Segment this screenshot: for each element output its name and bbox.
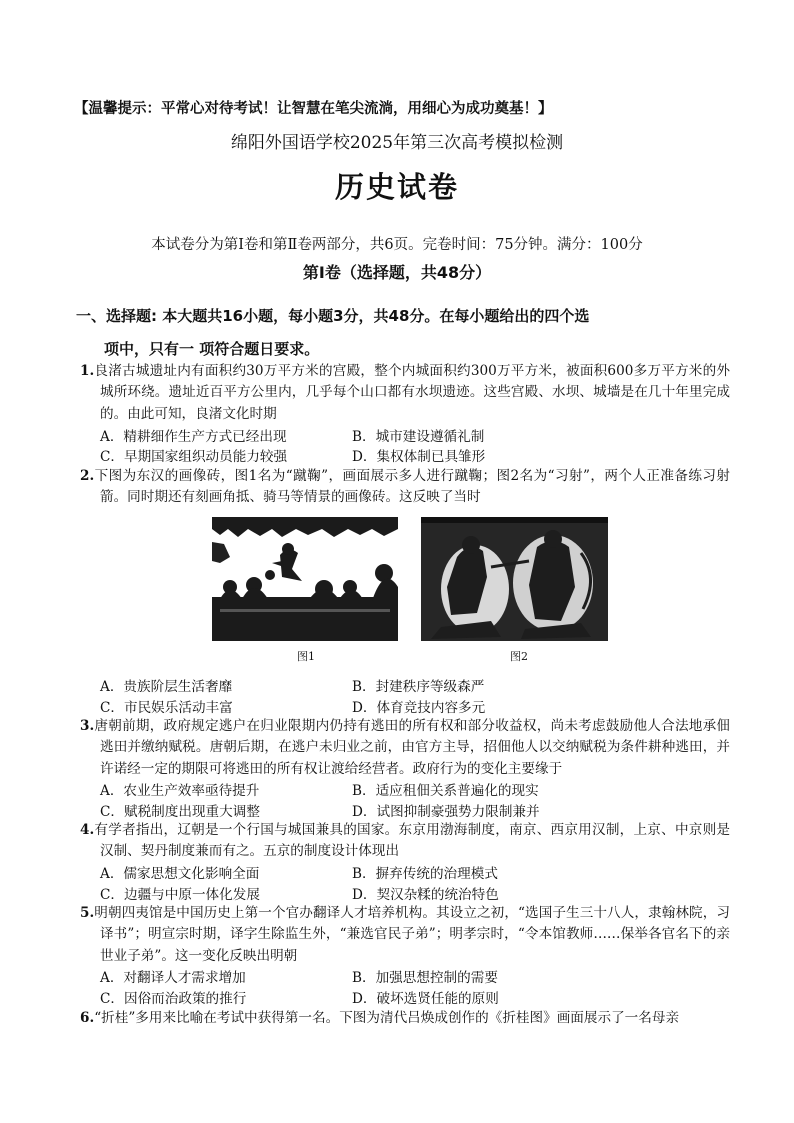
option-c[interactable]: C．早期国家组织动员能力较强: [100, 449, 288, 465]
question-number: 3.: [80, 718, 95, 734]
question-stem: 下图为东汉的画像砖，图1名为“蹴鞠”，画面展示多人进行蹴鞠；图2名为“习射”，两个人正准备练习射箭。同时期还有刻画角抵、骑马等情景的画像砖。这反映了当时: [94, 468, 730, 506]
question-stem: “折桂”多用来比喻在考试中获得第一名。下图为清代吕焕成创作的《折桂图》画面展示了一名母亲: [94, 1010, 680, 1026]
option-a[interactable]: A．农业生产效率亟待提升: [100, 783, 260, 799]
question-6: [80, 1008, 730, 1029]
option-b[interactable]: B．适应租佃关系普遍化的现实: [352, 783, 539, 799]
option-c[interactable]: C．市民娱乐活动丰富: [100, 700, 233, 716]
page-title: 历史试卷: [334, 170, 459, 204]
question-stem: 有学者指出，辽朝是一个行国与城国兼具的国家。东京用渤海制度，南京、西京用汉制，上京、中京则是汉制、契丹制度兼而有之。五京的制度设计体现出: [94, 822, 730, 860]
option-c[interactable]: C．因俗而治政策的推行: [100, 991, 247, 1007]
question-4: [80, 820, 730, 863]
section-instructions-line1: 一、选择题: 本大题共16小题，每小题3分，共48分。在每小题给出的四个选: [76, 307, 590, 325]
option-c[interactable]: C．赋税制度出现重大调整: [100, 804, 260, 820]
archery-brick-image: [421, 517, 608, 641]
question-number: 6.: [80, 1010, 95, 1026]
question-stem: 明朝四夷馆是中国历史上第一个官办翻译人才培养机构。其设立之初，“选国子生三十八人，隶翰林院，习译书”；明宣宗时期，译字生除监生外，“兼选官民子弟”；明孝宗时，“令本馆教师……保举各官名下的亲世业子弟”。这一变化反映出明朝: [94, 905, 730, 964]
option-a[interactable]: A．贵族阶层生活奢靡: [100, 679, 233, 695]
question-stem: 良渚古城遗址内有面积约30万平方米的宫殿，整个内城面积约300万平方米，被面积600多万平方米的外城所环绕。遗址近百平方公里内，几乎每个山口都有水坝遗迹。这些宫殿、水坝、城墙是在几十年里完成的。由此可知，良渚文化时期: [94, 363, 730, 422]
option-b[interactable]: B．封建秩序等级森严: [352, 679, 485, 695]
question-number: 4.: [80, 822, 95, 838]
option-d[interactable]: D．体育竞技内容多元: [352, 700, 486, 716]
figure-2-caption: 图2: [510, 650, 528, 663]
section-instructions-line2: 项中，只有一 项符合题日要求。: [104, 340, 320, 358]
option-a[interactable]: A．精耕细作生产方式已经出现: [100, 429, 287, 445]
figure-1-caption: 图1: [297, 650, 315, 663]
option-a[interactable]: A．对翻译人才需求增加: [100, 970, 246, 986]
warm-tip: 【温馨提示：平常心对待考试！让智慧在笔尖流淌，用细心为成功奠基！】: [74, 101, 553, 117]
question-1: [80, 361, 730, 425]
option-d[interactable]: D．试图抑制豪强势力限制兼并: [352, 804, 540, 820]
option-d[interactable]: D．集权体制已具雏形: [352, 449, 486, 465]
question-2: [80, 466, 730, 509]
school-heading: 绵阳外国语学校2025年第三次高考模拟检测: [230, 133, 564, 153]
exam-info: 本试卷分为第Ⅰ卷和第Ⅱ卷两部分，共6页。完卷时间：75分钟。满分：100分: [151, 237, 643, 253]
option-b[interactable]: B．城市建设遵循礼制: [352, 429, 485, 445]
option-d[interactable]: D．契汉杂糅的统治特色: [352, 887, 499, 903]
question-number: 1.: [80, 363, 95, 379]
option-d[interactable]: D．破坏选贤任能的原则: [352, 991, 499, 1007]
option-c[interactable]: C．边疆与中原一体化发展: [100, 887, 260, 903]
question-5: [80, 903, 730, 967]
question-3: [80, 716, 730, 780]
cuju-brick-image: [212, 517, 398, 641]
question-number: 2.: [80, 468, 95, 484]
option-b[interactable]: B．摒弃传统的治理模式: [352, 866, 498, 882]
question-number: 5.: [80, 905, 95, 921]
option-a[interactable]: A．儒家思想文化影响全面: [100, 866, 260, 882]
part-one-heading: 第Ⅰ卷（选择题，共48分）: [302, 263, 492, 282]
option-b[interactable]: B．加强思想控制的需要: [352, 970, 498, 986]
question-stem: 唐朝前期，政府规定逃户在归业限期内仍持有逃田的所有权和部分收益权，尚未考虑鼓励他人合法地承佃逃田并缴纳赋税。唐朝后期，在逃户未归业之前，由官方主导，招佃他人以交纳赋税为条件耕种逃田，并许诺经一定的期限可将逃田的所有权让渡给经营者。政府行为的变化主要缘于: [94, 718, 730, 777]
